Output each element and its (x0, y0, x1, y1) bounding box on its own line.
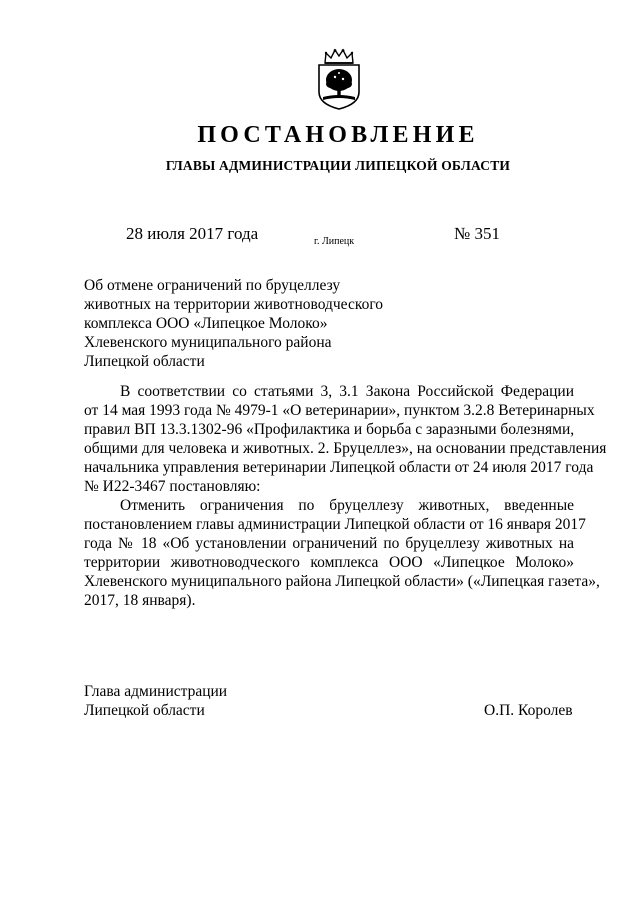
signature-position-line: Липецкой области (84, 702, 205, 719)
paragraph-line: начальника управления ветеринарии Липецкой области от 24 июля 2017 года (84, 459, 594, 476)
paragraph-line: года № 18 «Об установлении ограничений по бруцеллезу животных на (84, 535, 574, 552)
paragraph-line: постановлением главы администрации Липецкой области от 16 января 2017 (84, 516, 586, 533)
subject-line: Липецкой области (84, 353, 205, 370)
paragraph-line: Хлевенского муниципального района Липецкой области» («Липецкая газета», (84, 573, 600, 590)
document-city: г. Липецк (314, 236, 355, 247)
paragraph-line: Отменить ограничения по бруцеллезу животных, введенные (120, 497, 574, 514)
body-paragraph-2 (84, 496, 600, 610)
body-paragraph-1 (84, 382, 607, 496)
signature-name: О.П. Королев (484, 702, 573, 719)
document-number: № 351 (454, 224, 500, 243)
subject-line: комплекса ООО «Липецкое Молоко» (84, 315, 328, 332)
paragraph-line: 2017, 18 января). (84, 592, 196, 609)
paragraph-line: № И22-3467 постановляю: (84, 478, 261, 495)
subject-line: Хлевенского муниципального района (84, 334, 332, 351)
document-title: ПОСТАНОВЛЕНИЕ (197, 122, 479, 148)
paragraph-line: правил ВП 13.3.1302-96 «Профилактика и борьба с заразными болезнями, (84, 421, 575, 438)
paragraph-line: территории животноводческого комплекса ООО «Липецкое Молоко» (84, 554, 574, 571)
paragraph-line: В соответствии со статьями 3, 3.1 Закона Российской Федерации (120, 383, 574, 400)
signature-position-line: Глава администрации (84, 683, 228, 700)
subject-line: Об отмене ограничений по бруцеллезу (84, 277, 341, 294)
document-date: 28 июля 2017 года (126, 224, 259, 243)
subject-line: животных на территории животноводческого (84, 296, 384, 313)
paragraph-line: от 14 мая 1993 года № 4979-1 «О ветеринарии», пунктом 3.2.8 Ветеринарных (84, 402, 595, 419)
signature-position (84, 682, 227, 720)
coat-of-arms-lipetsk-icon (314, 48, 364, 110)
document-subtitle: ГЛАВЫ АДМИНИСТРАЦИИ ЛИПЕЦКОЙ ОБЛАСТИ (165, 158, 511, 173)
document-subject (84, 276, 414, 371)
paragraph-line: общими для человека и животных. 2. Бруцеллез», на основании представления (84, 440, 607, 457)
